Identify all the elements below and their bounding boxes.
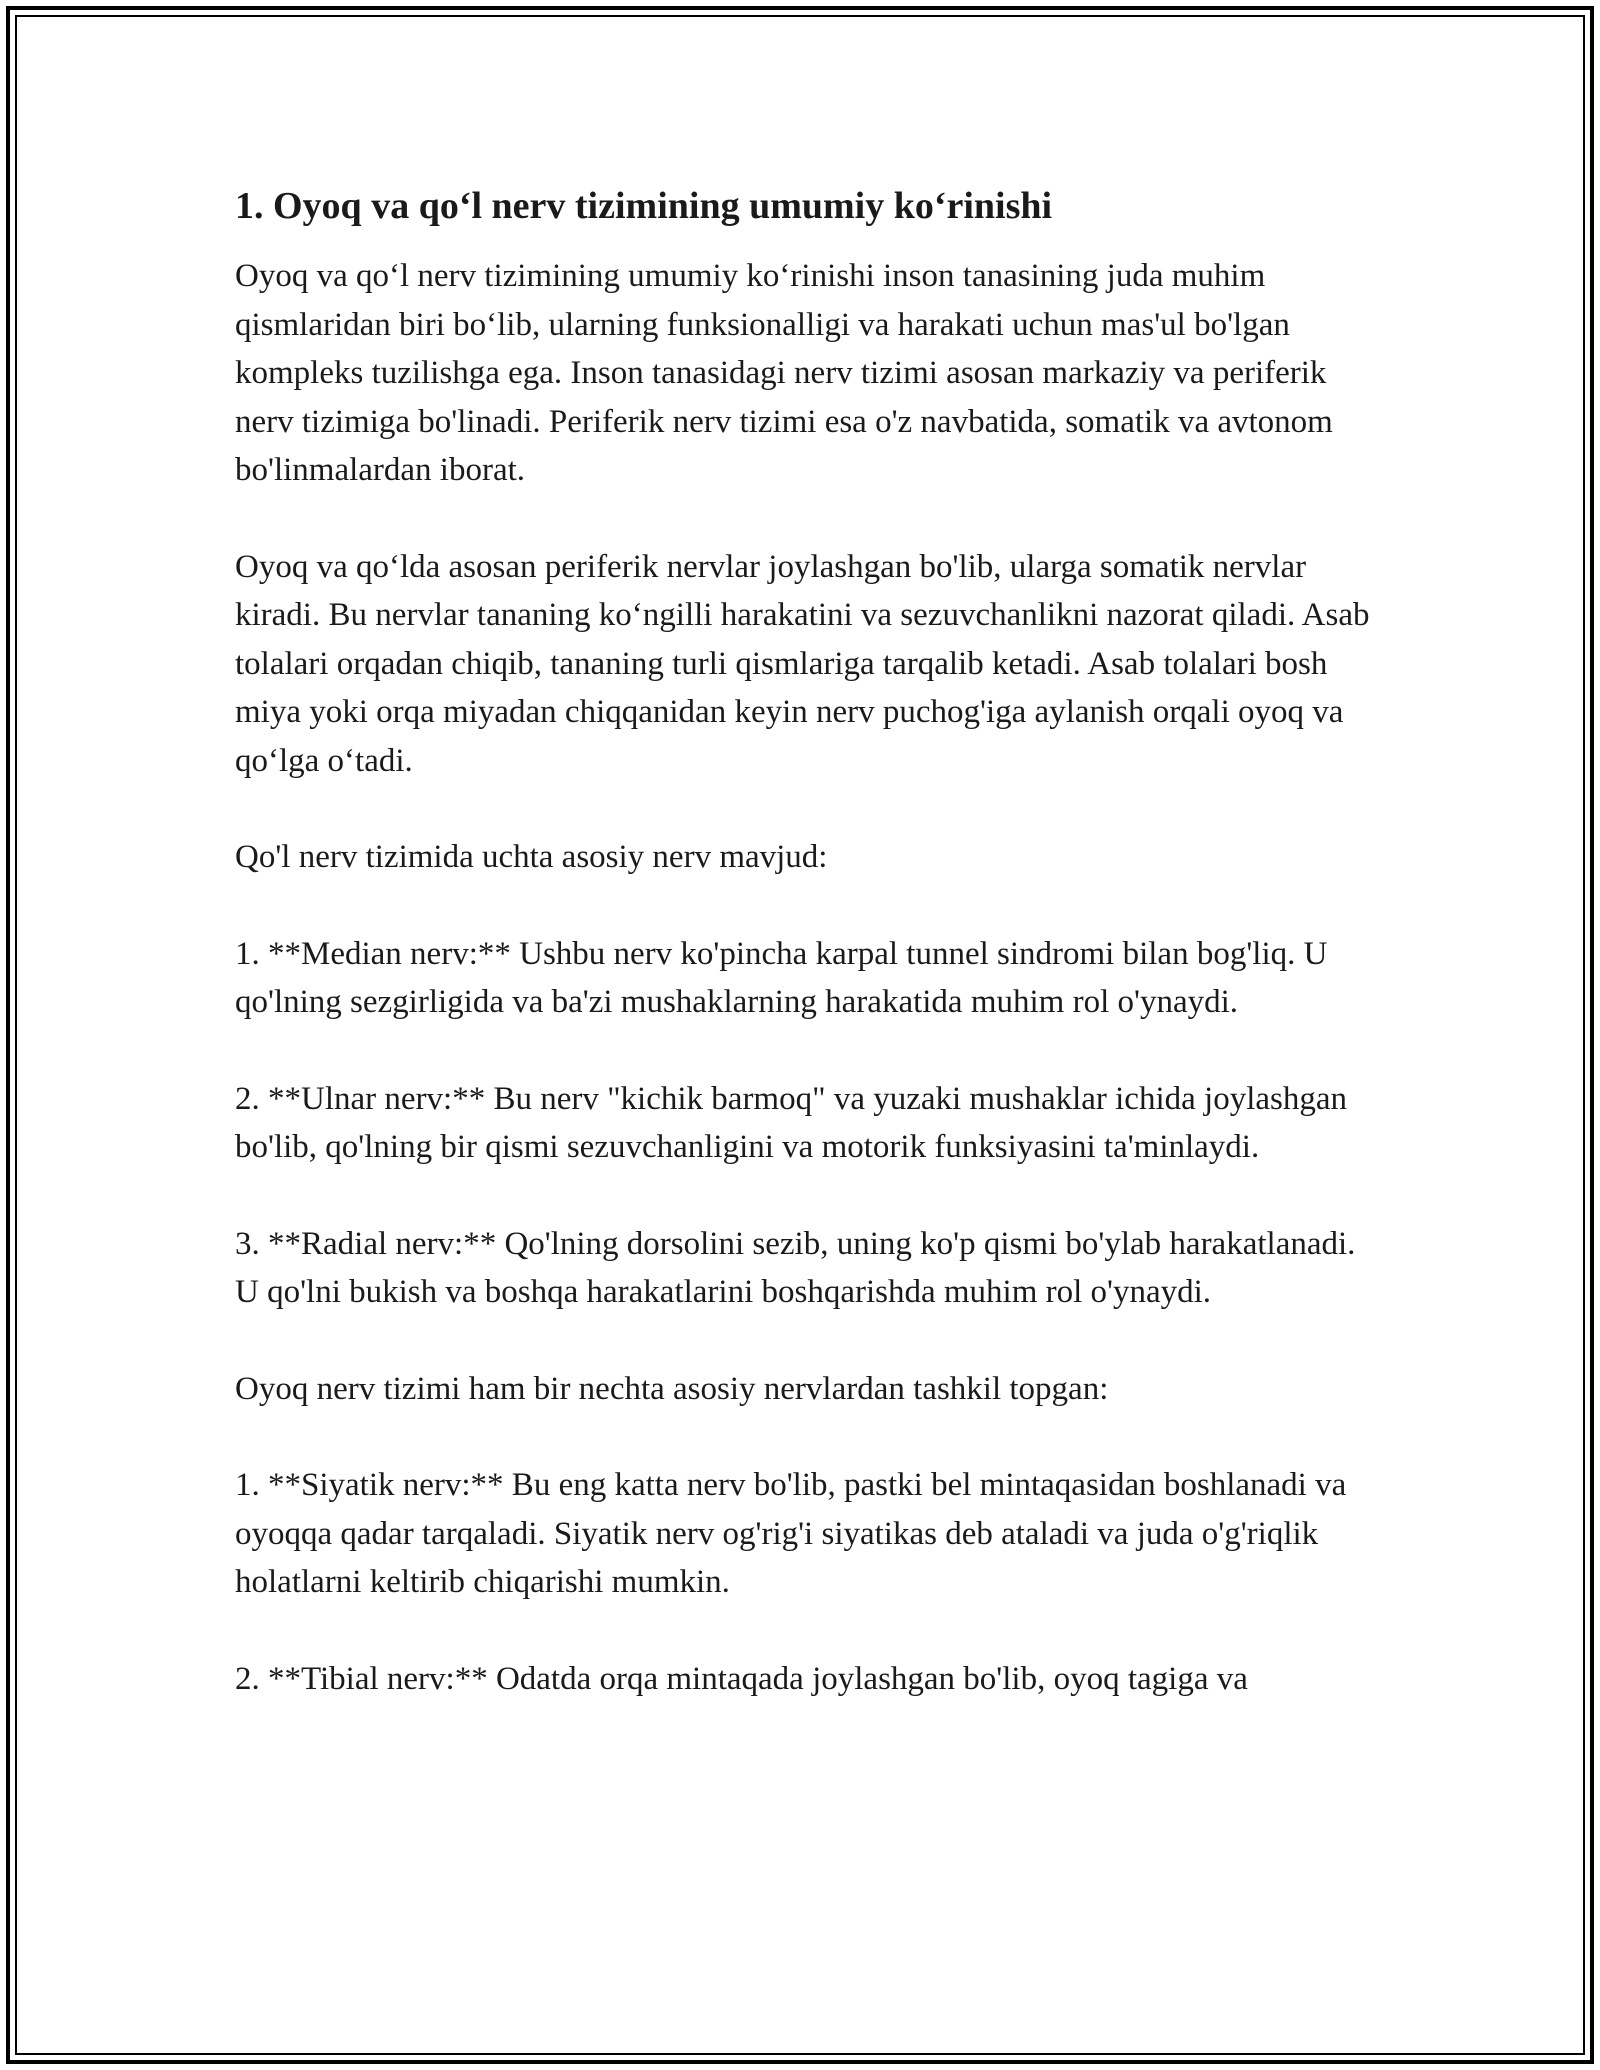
list-item-ulnar-nerve: 2. **Ulnar nerv:** Bu nerv "kichik barmoq" va yuzaki mushaklar ichida joylashgan bo'lib, qo'lning bir qismi sezuvchanligini va motorik funksiyasini ta'minlaydi. (235, 1080, 1347, 1165)
list-item-median-nerve: 1. **Median nerv:** Ushbu nerv ko'pincha karpal tunnel sindromi bilan bog'liq. U qo'lning sezgirligida va ba'zi mushaklarning harakatida muhim rol o'ynaydi. (235, 935, 1328, 1020)
paragraph-peripheral-nerves: Oyoq va qo‘lda asosan periferik nervlar joylashgan bo'lib, ularga somatik nervlar kiradi. Bu nervlar tananing ko‘ngilli harakatini va sezuvchanlikni nazorat qiladi. Asab tolalari orqadan chiqib, tananing turli qismlariga tarqalib ketadi. Asab tolalari bosh miya yoki orqa miyadan chiqqanidan keyin nerv puchog'iga aylanish orqali oyoq va qo‘lga o‘tadi. (235, 548, 1370, 779)
list-item-tibial-nerve: 2. **Tibial nerv:** Odatda orqa mintaqada joylashgan bo'lib, oyoq tagiga va (235, 1660, 1248, 1697)
paragraph-leg-nerves-intro: Oyoq nerv tizimi ham bir nechta asosiy nervlardan tashkil topgan: (235, 1370, 1109, 1407)
paragraph-arm-nerves-intro: Qo'l nerv tizimida uchta asosiy nerv mavjud: (235, 839, 828, 875)
list-item-radial-nerve: 3. **Radial nerv:** Qo'lning dorsolini sezib, uning ko'p qismi bo'ylab harakatlanadi. U qo'lni bukish va boshqa harakatlarini boshqarishda muhim rol o'ynaydi. (235, 1225, 1356, 1310)
section-heading: 1. Oyoq va qo‘l nerv tizimining umumiy ko‘rinishi (235, 185, 1053, 227)
list-item-sciatic-nerve: 1. **Siyatik nerv:** Bu eng katta nerv bo'lib, pastki bel mintaqasidan boshlanadi va oyoqqa qadar tarqaladi. Siyatik nerv og'rig'i siyatikas deb ataladi va juda o'g'riqlik holatlarni keltirib chiqarishi mumkin. (235, 1467, 1347, 1600)
document-body (235, 180, 1375, 1703)
paragraph-intro: Oyoq va qo‘l nerv tizimining umumiy ko‘rinishi inson tanasining juda muhim qismlaridan biri bo‘lib, ularning funksionalligi va harakati uchun mas'ul bo'lgan kompleks tuzilishga ega. Inson tanasidagi nerv tizimi asosan markaziy va periferik nerv tizimiga bo'linadi. Periferik nerv tizimi esa o'z navbatida, somatik va avtonom bo'linmalardan iborat. (235, 258, 1333, 488)
